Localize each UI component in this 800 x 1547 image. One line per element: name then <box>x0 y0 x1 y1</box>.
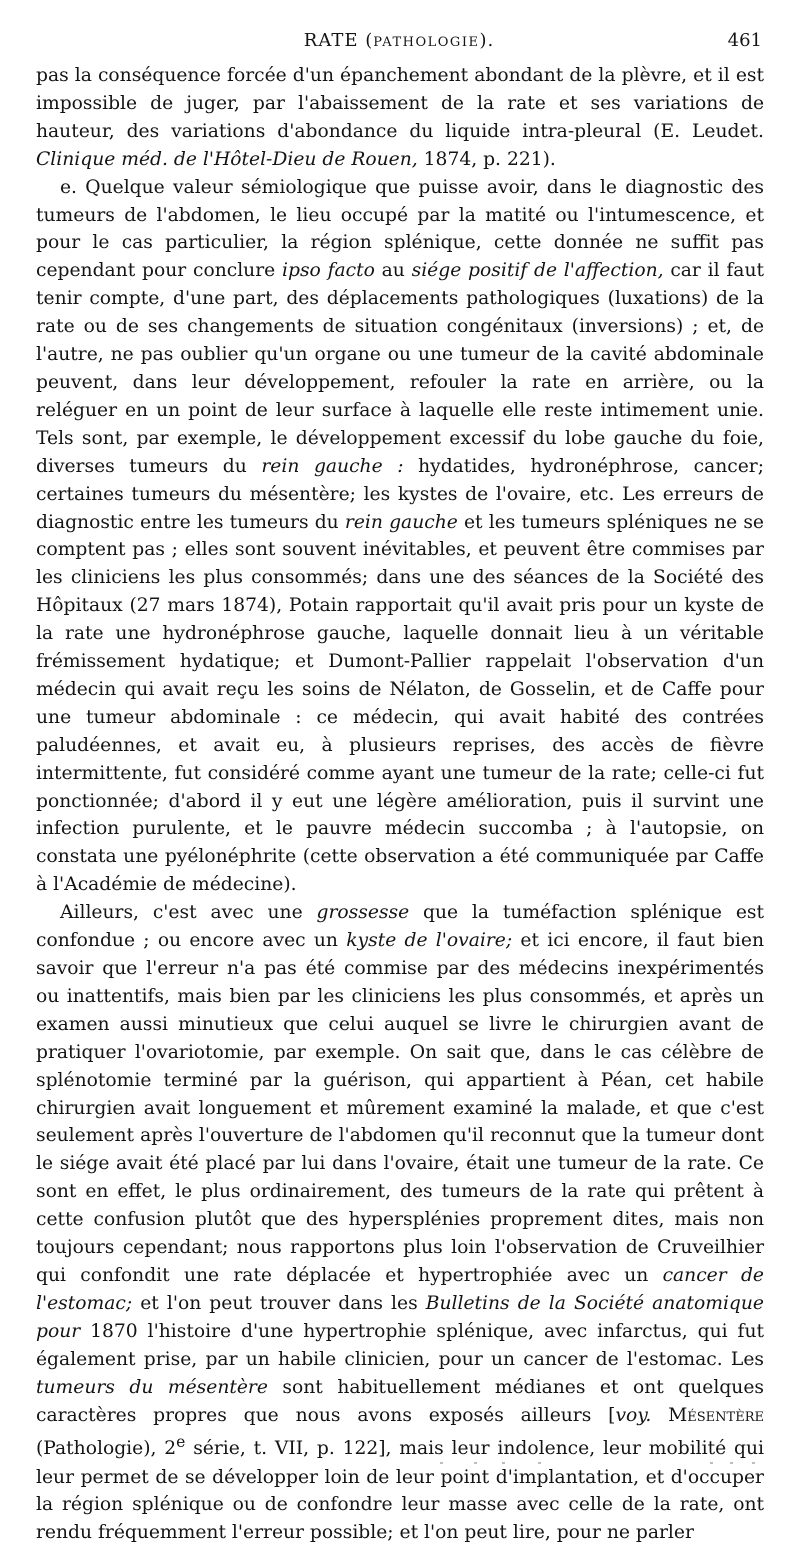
text-run: sont habituellement médianes et ont quelques caractères propres que nous avons exposés ailleurs [ <box>36 1376 764 1426</box>
text-run: que la tuméfaction splénique est confondue ; ou encore avec un <box>36 902 764 952</box>
running-title-sub: PATHOLOGIE <box>373 35 480 50</box>
text-run: Ailleurs, c'est avec une <box>60 902 317 924</box>
italic-phrase: cancer de l'estomac; <box>36 1264 764 1314</box>
text-run: car il faut tenir compte, d'une part, des déplacements pathologiques (luxations) de la rate ou de ses changements de situation congénitaux (inversions) ; et, de l'autre, ne pas oublier qu'un organe ou une tumeur de la cavité abdominale peuvent, dans leur développement, refouler la rate en arrière, ou la reléguer en un point de leur surface à laquelle elle reste intimement unie. Tels sont, par exemple, le développement excessif du lobe gauche du foie, diverses tumeurs du <box>36 260 764 477</box>
text-run: et ici encore, il faut bien savoir que l'erreur n'a pas été commise par des médecins inexpérimentés ou inattentifs, mais bien par les cliniciens les plus consommés, et après un examen aussi minutieux que celui auquel se livre le chirurgien avant de pratiquer l'ovariotomie, par exemple. On sait que, dans le cas célèbre de splénotomie terminé par la guérison, qui appartient à Péan, cet habile chirurgien avait longuement et mûrement examiné la malade, et que c'est seulement après l'ouverture de l'abdomen qu'il reconnut que la tumeur dont le siége avait été placé par lui dans l'ovaire, était une tumeur de la rate. Ce sont en effet, le plus ordinairement, des tumeurs de la rate qui prêtent à cette confusion plutôt que des hypersplénies proprement dites, mais non toujours cependant; nous rapportons plus loin l'observation de Cruveilhier qui confondit une rate déplacée et hypertrophiée avec un <box>36 930 764 1286</box>
italic-phrase: siége positif de l'affection, <box>411 260 664 282</box>
running-title-open: ( <box>358 30 374 51</box>
superscript: e <box>176 1433 186 1452</box>
page-number: 461 <box>727 30 762 51</box>
italic-citation: Bulletins de la Société anatomique pour <box>36 1292 764 1342</box>
text-run: e. Quelque valeur sémiologique que puisse avoir, dans le diagnostic des tumeurs de l'abdomen, le lieu occupé par la matité ou l'intumescence, et pour le cas particulier, la région splénique, cette donnée ne suffit pas cependant pour conclure <box>36 176 764 282</box>
text-run <box>651 1405 668 1426</box>
paragraph-continuation <box>36 62 764 174</box>
paragraph-ailleurs <box>36 899 764 1547</box>
text-run: 1874, p. 221). <box>417 148 556 170</box>
text-run: série, t. VII, p. 122], mais leur indolence, leur mobilité qui leur permet de se développer loin de leur point d'implantation, et d'occuper la région splénique ou de confondre leur masse avec celle de la rate, ont rendu fréquemment l'erreur possible; et l'on peut lire, pour ne parler <box>36 1438 765 1544</box>
italic-phrase: tumeurs du mésentère <box>36 1376 268 1398</box>
italic-citation: Clinique méd. de l'Hôtel-Dieu de Rouen, <box>36 148 418 170</box>
small-caps-reference: Mésentère <box>668 1404 764 1426</box>
italic-phrase: ipso facto <box>282 260 375 282</box>
bottom-print-marks <box>440 1462 770 1466</box>
italic-phrase: kyste de l'ovaire; <box>346 930 513 952</box>
text-run: au <box>374 260 412 282</box>
text-run: et les tumeurs spléniques ne se comptent pas ; elles sont souvent inévitables, et peuvent être commises par les cliniciens les plus consommés; dans une des séances de la Société des Hôpitaux (27 mars 1874), Potain rapportait qu'il avait pris pour un kyste de la rate une hydronéphrose gauche, laquelle donnait lieu à un véritable frémissement hydatique; et Dumont-Pallier rappelait l'observation d'un médecin qui avait reçu les soins de Nélaton, de Gosselin, et de Caffe pour une tumeur abdominale : ce médecin, qui avait habité des contrées paludéennes, et avait eu, à plusieurs reprises, des accès de fièvre intermittente, fut considéré comme ayant une tumeur de la rate; celle-ci fut ponctionnée; d'abord il y eut une légère amélioration, puis il survint une infection purulente, et le pauvre médecin succomba ; à l'autopsie, on constata une pyélonéphrite (cette observation a été communiquée par Caffe à l'Académie de médecine). <box>36 511 764 896</box>
italic-phrase: rein gauche <box>344 511 458 533</box>
paragraph-e <box>36 174 764 900</box>
italic-phrase: grossesse <box>316 902 410 924</box>
text-run: (Pathologie), 2 <box>36 1438 177 1460</box>
text-run: pas la conséquence forcée d'un épanchement abondant de la plèvre, et il est impossible de juger, par l'abaissement de la rate et ses variations de hauteur, des variations d'abondance du liquide intra-pleural (E. Leudet. <box>36 65 764 142</box>
text-run: et l'on peut trouver dans les <box>132 1292 426 1314</box>
running-title <box>36 30 762 51</box>
text-run: 1870 l'histoire d'une hypertrophie splénique, avec infarctus, qui fut également prise, par un habile clinicien, pour un cancer de l'estomac. Les <box>36 1320 764 1370</box>
italic-abbrev: voy. <box>615 1404 652 1426</box>
running-header <box>36 30 762 56</box>
running-title-main: RATE <box>303 30 359 51</box>
running-title-close: ). <box>479 30 495 51</box>
text-run: hydatides, hydronéphrose, cancer; certaines tumeurs du mésentère; les kystes de l'ovaire, etc. Les erreurs de diagnostic entre les tumeurs du <box>36 455 765 533</box>
italic-phrase: rein gauche : <box>261 455 404 477</box>
body-text <box>36 62 764 1547</box>
